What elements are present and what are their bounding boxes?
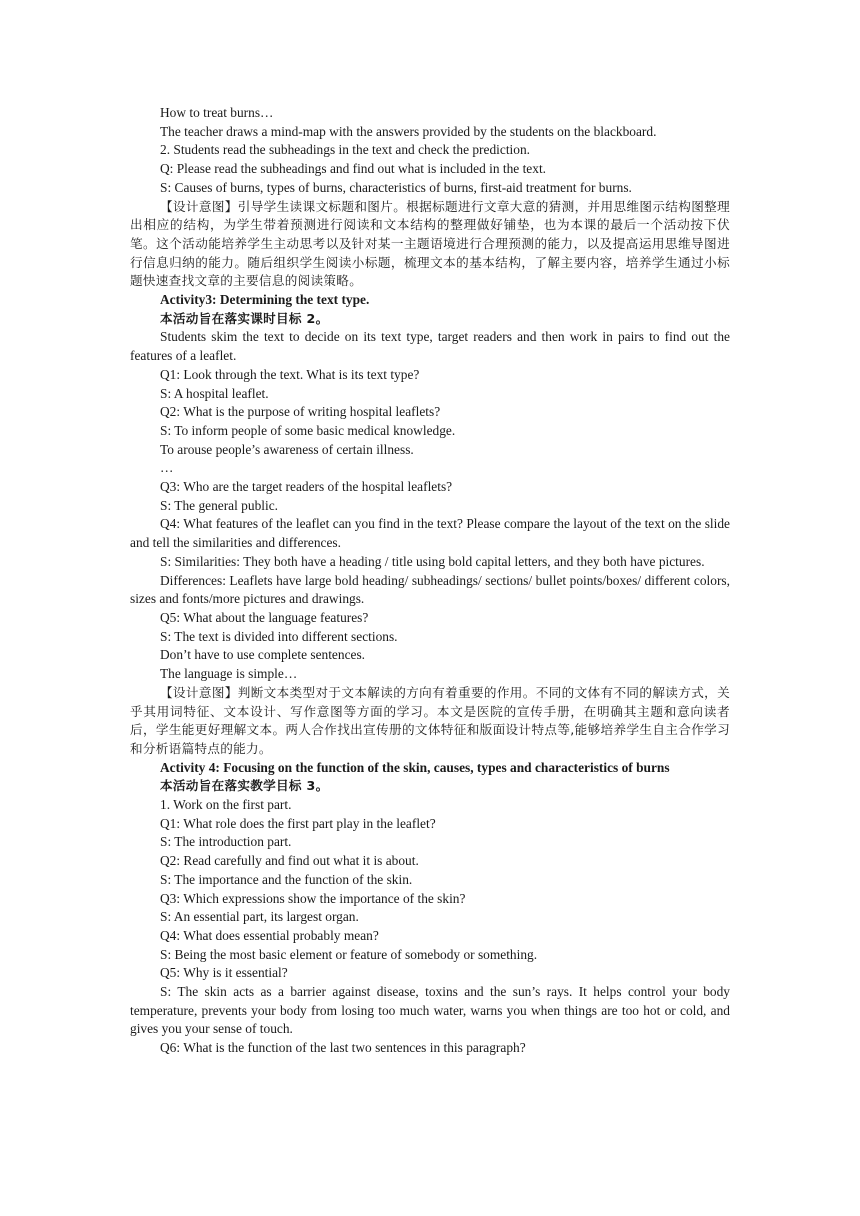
paragraph: S: A hospital leaflet. (160, 385, 269, 401)
paragraph: S: An essential part, its largest organ. (160, 909, 359, 925)
paragraph: Students skim the text to decide on its text type, target readers and then work in pairs to find out the features of a leaflet. (130, 329, 730, 364)
paragraph: S: To inform people of some basic medical knowledge. (160, 422, 456, 438)
paragraph: Q: Please read the subheadings and find out what is included in the text. (160, 161, 547, 177)
paragraph: 本活动旨在落实教学目标 3。 (160, 778, 329, 794)
paragraph: … (160, 460, 174, 476)
paragraph: Q4: What does essential probably mean? (160, 927, 379, 943)
paragraph: 2. Students read the subheadings in the text and check the prediction. (160, 142, 531, 158)
paragraph: Q2: What is the purpose of writing hospital leaflets? (160, 404, 441, 420)
paragraph: S: The text is divided into different sections. (160, 628, 398, 644)
paragraph: S: Causes of burns, types of burns, characteristics of burns, first-aid treatment for burns. (160, 179, 632, 195)
paragraph: S: Similarities: They both have a heading / title using bold capital letters, and they both have pictures. (160, 553, 705, 569)
paragraph: Q6: What is the function of the last two sentences in this paragraph? (160, 1040, 526, 1056)
paragraph: Q5: What about the language features? (160, 609, 369, 625)
paragraph: Activity3: Determining the text type. (160, 292, 370, 308)
paragraph: Q2: Read carefully and find out what it is about. (160, 853, 419, 869)
paragraph: Q4: What features of the leaflet can you find in the text? Please compare the layout of the text on the slide and tell the similarities and differences. (130, 516, 730, 551)
paragraph: S: The skin acts as a barrier against disease, toxins and the sun’s rays. It helps control your body temperature, prevents your body from losing too much water, warns you when things are too hot or cold, and gives you your sense of touch. (130, 984, 730, 1037)
document-body (130, 104, 730, 1058)
paragraph: S: The introduction part. (160, 834, 292, 850)
paragraph: Q3: Which expressions show the importance of the skin? (160, 890, 466, 906)
paragraph: S: Being the most basic element or feature of somebody or something. (160, 946, 538, 962)
paragraph: 本活动旨在落实课时目标 2。 (160, 310, 329, 326)
paragraph: 【设计意图】判断文本类型对于文本解读的方向有着重要的作用。不同的文体有不同的解读方式，关乎其用词特征、文本设计、写作意图等方面的学习。本文是医院的宣传手册，在明确其主题和意向读者后，学生能更好理解文本。两人合作找出宣传册的文体特征和版面设计特点等,能够培养学生自主合作学习和分析语篇特点的能力。 (130, 684, 730, 756)
paragraph: How to treat burns… (160, 105, 274, 120)
paragraph: Don’t have to use complete sentences. (160, 647, 366, 663)
paragraph: Q3: Who are the target readers of the hospital leaflets? (160, 479, 453, 495)
paragraph: 【设计意图】引导学生读课文标题和图片。根据标题进行文章大意的猜测，并用思维图示结构图整理出相应的结构，为学生带着预测进行阅读和文本结构的整理做好铺垫，也为本课的最后一个活动按下伏笔。这个活动能培养学生主动思考以及针对某一主题语境进行合理预测的能力，以及提高运用思维导图进行信息归纳的能力。随后组织学生阅读小标题，梳理文本的基本结构，了解主要内容，培养学生通过小标题快速查找文章的主要信息的阅读策略。 (130, 198, 730, 289)
paragraph: Activity 4: Focusing on the function of the skin, causes, types and characteristics of burns (160, 759, 670, 775)
paragraph: To arouse people’s awareness of certain illness. (160, 441, 414, 457)
paragraph: S: The general public. (160, 497, 279, 513)
paragraph: 1. Work on the first part. (160, 797, 292, 813)
paragraph: Q1: What role does the first part play in the leaflet? (160, 815, 436, 831)
paragraph: Q1: Look through the text. What is its text type? (160, 366, 420, 382)
paragraph: The language is simple… (160, 666, 298, 682)
paragraph: The teacher draws a mind-map with the answers provided by the students on the blackboard. (160, 123, 657, 139)
paragraph: Differences: Leaflets have large bold heading/ subheadings/ sections/ bullet points/boxes/ different colors, sizes and fonts/more pictures and drawings. (130, 572, 730, 607)
paragraph: S: The importance and the function of the skin. (160, 871, 413, 887)
paragraph: Q5: Why is it essential? (160, 965, 288, 981)
